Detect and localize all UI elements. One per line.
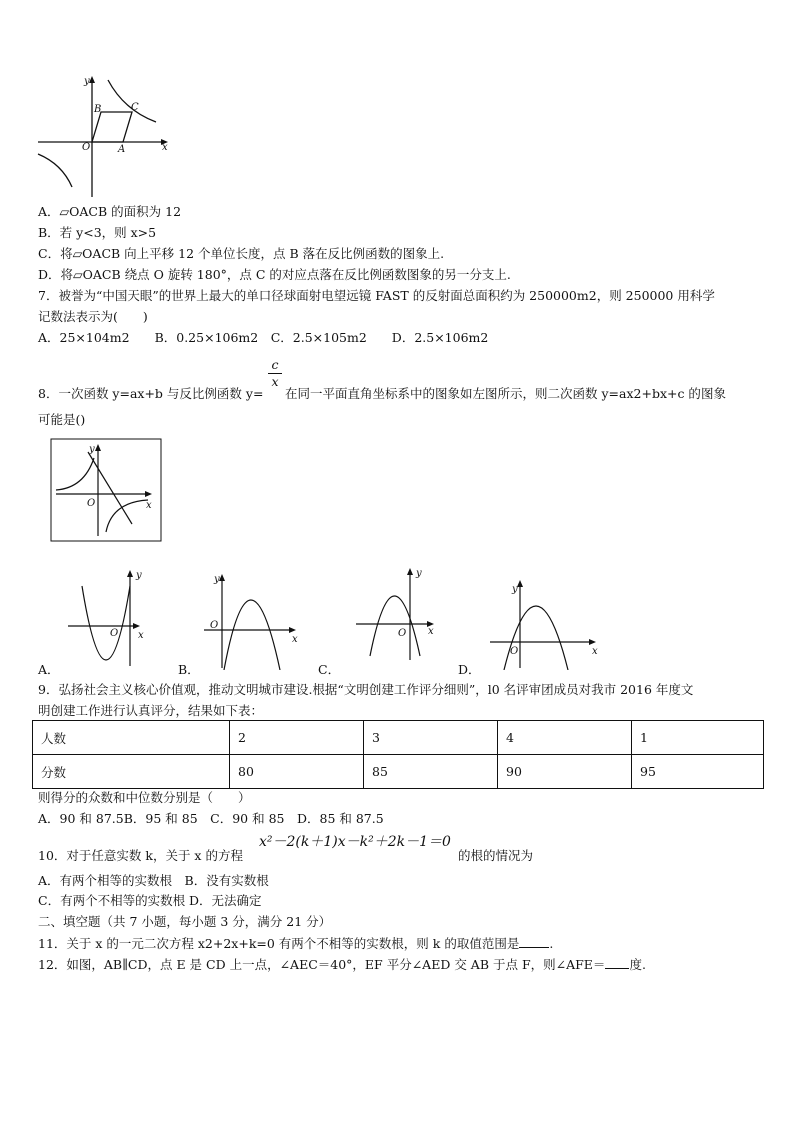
q6-option-a: A．▱OACB 的面积为 12 (38, 204, 182, 219)
q8-stem-part2: 在同一平面直角坐标系中的图象如左图所示，则二次函数 y=ax2+bx+c 的图象 (285, 386, 726, 401)
table-cell: 分数 (33, 755, 230, 789)
q8-ref-y-label: y (89, 444, 95, 455)
table-cell: 2 (230, 721, 364, 755)
q8-option-b-label: B． (178, 662, 200, 677)
q8-ref-origin: O (87, 498, 96, 509)
q8-option-c-label: C． (318, 662, 341, 677)
q6-graph-origin: O (82, 142, 91, 153)
q8-a-x-label: x (138, 630, 144, 641)
q10-equation: x²－2(k＋1)x－k²＋2k－1＝0 (259, 834, 451, 850)
q10-stem-suffix: 的根的情况为 (458, 848, 534, 863)
q7-options: A．25×104m2 B．0.25×106m2 C．2.5×105m2 D．2.5×106m2 (38, 330, 489, 345)
q8-ref-x-label: x (146, 500, 152, 511)
table-cell: 80 (230, 755, 364, 789)
table-cell: 95 (632, 755, 764, 789)
q12-text: 12．如图，AB∥CD，点 E 是 CD 上一点，∠AEC＝40°，EF 平分∠AED 交 AB 于点 F，则∠AFE＝ (38, 957, 606, 972)
q8-c-y-label: y (416, 568, 422, 579)
table-cell: 1 (632, 721, 764, 755)
q8-d-y-label: y (512, 584, 518, 595)
q8-b-origin: O (210, 620, 219, 631)
q6-graph-point-b: B (94, 104, 102, 115)
q8-b-x-label: x (292, 634, 298, 645)
q10-options-line2: C．有两个不相等的实数根 D．无法确定 (38, 893, 262, 908)
q8-fraction-numerator: c (271, 357, 279, 372)
q12-stem (38, 956, 646, 973)
table-cell: 90 (498, 755, 632, 789)
table-row (33, 721, 764, 755)
q10-stem-prefix: 10．对于任意实数 k，关于 x 的方程 (38, 848, 243, 863)
q7-stem-line2: 记数法表示为( ) (38, 309, 148, 324)
q8-option-d-graph (486, 576, 602, 670)
q11-answer-blank (519, 935, 549, 948)
q11-end: . (549, 936, 554, 951)
q8-option-a-graph (66, 566, 152, 670)
table-cell: 人数 (33, 721, 230, 755)
table-cell: 85 (364, 755, 498, 789)
q8-d-x-label: x (592, 646, 598, 657)
q9-score-table (32, 720, 764, 789)
q6-graph-y-label: y (84, 76, 90, 87)
q8-fraction (268, 358, 282, 389)
q9-options: A．90 和 87.5B．95 和 85 C．90 和 85 D．85 和 87.5 (38, 811, 384, 826)
q6-graph-point-c: C (131, 102, 139, 113)
q9-stem-line2: 明创建工作进行认真评分，结果如下表： (38, 703, 264, 718)
q8-c-x-label: x (428, 626, 434, 637)
q6-graph (36, 72, 176, 202)
table-cell: 4 (498, 721, 632, 755)
q8-fraction-denominator: x (271, 374, 279, 389)
q6-option-d: D．将▱OACB 绕点 O 旋转 180°，点 C 的对应点落在反比例函数图象的另一分支上. (38, 267, 511, 282)
q8-stem-part1: 8．一次函数 y=ax+b 与反比例函数 y= (38, 386, 264, 401)
q11-stem (38, 935, 553, 952)
q8-a-origin: O (110, 628, 119, 639)
section-2-heading: 二、填空题（共 7 小题，每小题 3 分，满分 21 分） (38, 914, 332, 929)
q8-d-origin: O (510, 646, 519, 657)
q6-option-c: C．将▱OACB 向上平移 12 个单位长度，点 B 落在反比例函数的图象上. (38, 246, 445, 261)
q8-option-a-label: A． (38, 662, 60, 677)
table-row (33, 755, 764, 789)
q8-option-c-graph (352, 564, 442, 664)
q8-a-y-label: y (136, 570, 142, 581)
q9-stem-line1: 9．弘扬社会主义核心价值观，推动文明城市建设.根据“文明创建工作评分细则”，l0 名评审团成员对我市 2016 年度文 (38, 682, 694, 697)
q8-option-b-graph (200, 570, 300, 670)
q7-stem-line1: 7．被誉为“中国天眼”的世界上最大的单口径球面射电望远镜 FAST 的反射面总面积约为 250000m2，则 250000 用科学 (38, 288, 715, 303)
q11-text: 11．关于 x 的一元二次方程 x2+2x+k=0 有两个不相等的实数根，则 k 的取值范围是 (38, 936, 520, 951)
q6-option-b: B．若 y<3，则 x>5 (38, 225, 157, 240)
table-cell: 3 (364, 721, 498, 755)
q10-options-line1: A．有两个相等的实数根 B．没有实数根 (38, 873, 269, 888)
q8-b-y-label: y (214, 574, 220, 585)
q6-graph-point-a: A (118, 144, 126, 155)
q8-option-d-label: D． (458, 662, 481, 677)
q12-end: 度. (629, 957, 646, 972)
q8-reference-graph (50, 438, 162, 542)
q8-c-origin: O (398, 628, 407, 639)
q9-question: 则得分的众数和中位数分别是（ ） (38, 790, 251, 805)
q12-answer-blank (605, 956, 629, 969)
q8-stem-line2: 可能是() (38, 412, 86, 427)
q6-graph-x-label: x (162, 142, 168, 153)
